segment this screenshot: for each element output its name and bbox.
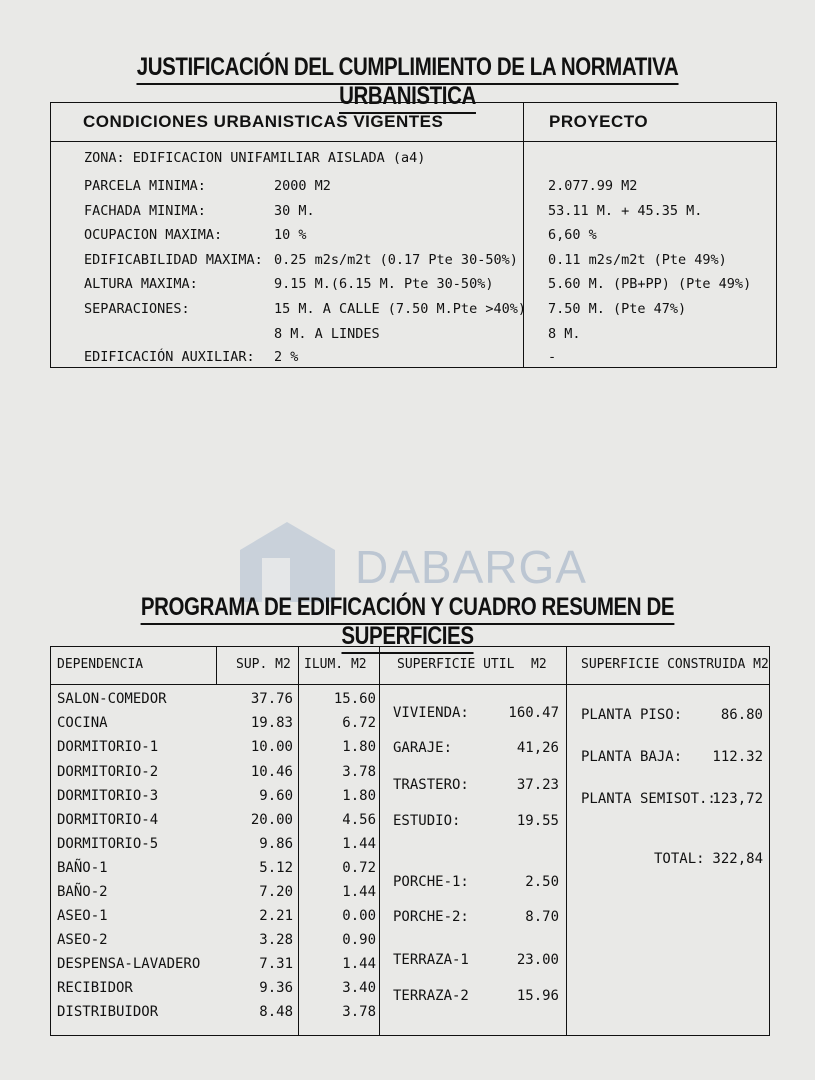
header-superficie-util: SUPERFICIE UTIL bbox=[397, 657, 515, 672]
room-sup: 9.60 bbox=[259, 788, 293, 804]
util-label: TRASTERO: bbox=[393, 777, 469, 793]
header-divider bbox=[51, 141, 776, 142]
room-sup: 3.28 bbox=[259, 932, 293, 948]
total-value: 322,84 bbox=[712, 851, 763, 867]
row-label: EDIFICABILIDAD MAXIMA: bbox=[84, 252, 263, 268]
util-value: 23.00 bbox=[516, 952, 559, 968]
room-name: DORMITORIO-1 bbox=[57, 739, 159, 755]
title-justificacion: JUSTIFICACIÓN DEL CUMPLIMIENTO DE LA NORMATIVA URBANISTICA bbox=[73, 53, 741, 111]
row-value: 0.25 m2s/m2t (0.17 Pte 30-50%) bbox=[274, 252, 518, 268]
room-sup: 9.36 bbox=[259, 980, 293, 996]
column-divider bbox=[216, 647, 217, 684]
normativa-table bbox=[50, 102, 777, 368]
util-value: 160.47 bbox=[508, 705, 559, 721]
row-value: 2000 M2 bbox=[274, 178, 331, 194]
room-ilum: 4.56 bbox=[342, 812, 376, 828]
header-proyecto: PROYECTO bbox=[549, 112, 649, 131]
util-value: 2.50 bbox=[525, 874, 559, 890]
room-name: DORMITORIO-5 bbox=[57, 836, 159, 852]
room-name: ASEO-2 bbox=[57, 932, 108, 948]
header-ilum: ILUM. M2 bbox=[304, 657, 367, 672]
row-value: 30 M. bbox=[274, 203, 315, 219]
util-label: PORCHE-2: bbox=[393, 909, 469, 925]
room-ilum: 6.72 bbox=[342, 715, 376, 731]
construida-label: PLANTA BAJA: bbox=[581, 749, 683, 765]
row-value: 2 % bbox=[274, 349, 299, 365]
room-name: DESPENSA-LAVADERO bbox=[57, 956, 201, 972]
room-sup: 2.21 bbox=[259, 908, 293, 924]
room-ilum: 15.60 bbox=[333, 691, 376, 707]
room-ilum: 3.78 bbox=[342, 764, 376, 780]
row-value: 10 % bbox=[274, 227, 307, 243]
room-sup: 9.86 bbox=[259, 836, 293, 852]
row-label: PARCELA MINIMA: bbox=[84, 178, 206, 194]
construida-label: PLANTA SEMISOT.: bbox=[581, 791, 716, 807]
construida-value: 86.80 bbox=[720, 707, 763, 723]
room-ilum: 3.40 bbox=[342, 980, 376, 996]
room-ilum: 3.78 bbox=[342, 1004, 376, 1020]
row-label: FACHADA MINIMA: bbox=[84, 203, 206, 219]
util-label: PORCHE-1: bbox=[393, 874, 469, 890]
room-sup: 7.20 bbox=[259, 884, 293, 900]
header-divider bbox=[51, 684, 769, 685]
header-superficie-construida: SUPERFICIE CONSTRUIDA M2 bbox=[581, 657, 769, 672]
util-value: 19.55 bbox=[516, 813, 559, 829]
header-condiciones: CONDICIONES URBANISTICAS VIGENTES bbox=[83, 112, 444, 131]
room-sup: 10.46 bbox=[250, 764, 293, 780]
util-label: GARAJE: bbox=[393, 740, 453, 756]
column-divider bbox=[566, 647, 567, 1035]
row-project: - bbox=[548, 349, 557, 365]
room-name: DORMITORIO-3 bbox=[57, 788, 159, 804]
util-value: 37.23 bbox=[516, 777, 559, 793]
row-label: EDIFICACIÓN AUXILIAR: bbox=[84, 349, 255, 365]
util-label: TERRAZA-1 bbox=[393, 952, 469, 968]
util-value: 41,26 bbox=[516, 740, 559, 756]
room-name: DORMITORIO-4 bbox=[57, 812, 159, 828]
row-value: 9.15 M.(6.15 M. Pte 30-50%) bbox=[274, 276, 494, 292]
header-dependencia: DEPENDENCIA bbox=[57, 657, 144, 672]
room-sup: 8.48 bbox=[259, 1004, 293, 1020]
room-ilum: 1.80 bbox=[342, 739, 376, 755]
room-name: COCINA bbox=[57, 715, 108, 731]
room-sup: 7.31 bbox=[259, 956, 293, 972]
room-ilum: 1.44 bbox=[342, 956, 376, 972]
row-project: 53.11 M. + 45.35 M. bbox=[548, 203, 703, 219]
row-project: 8 M. bbox=[548, 326, 581, 342]
row-label: OCUPACION MAXIMA: bbox=[84, 227, 223, 243]
watermark-logo: DABARGA bbox=[355, 541, 587, 593]
row-value: 15 M. A CALLE (7.50 M.Pte >40%) bbox=[274, 301, 526, 317]
util-value: 8.70 bbox=[525, 909, 559, 925]
room-name: SALON-COMEDOR bbox=[57, 691, 167, 707]
room-name: ASEO-1 bbox=[57, 908, 108, 924]
util-label: VIVIENDA: bbox=[393, 705, 469, 721]
room-name: BAÑO-1 bbox=[57, 860, 108, 876]
room-sup: 5.12 bbox=[259, 860, 293, 876]
header-sup: SUP. M2 bbox=[236, 657, 291, 672]
construida-value: 123,72 bbox=[712, 791, 763, 807]
util-label: ESTUDIO: bbox=[393, 813, 461, 829]
row-project: 6,60 % bbox=[548, 227, 597, 243]
zona-text: ZONA: EDIFICACION UNIFAMILIAR AISLADA (a4) bbox=[84, 150, 426, 166]
util-label: TERRAZA-2 bbox=[393, 988, 469, 1004]
room-sup: 20.00 bbox=[250, 812, 293, 828]
row-label: SEPARACIONES: bbox=[84, 301, 190, 317]
room-ilum: 1.44 bbox=[342, 836, 376, 852]
house-logo-icon bbox=[240, 522, 335, 602]
column-divider bbox=[379, 647, 380, 1035]
column-divider bbox=[298, 647, 299, 1035]
room-name: RECIBIDOR bbox=[57, 980, 133, 996]
room-ilum: 1.44 bbox=[342, 884, 376, 900]
room-ilum: 0.90 bbox=[342, 932, 376, 948]
row-project: 0.11 m2s/m2t (Pte 49%) bbox=[548, 252, 727, 268]
room-name: DISTRIBUIDOR bbox=[57, 1004, 159, 1020]
column-divider bbox=[523, 103, 524, 367]
room-name: DORMITORIO-2 bbox=[57, 764, 159, 780]
room-sup: 10.00 bbox=[250, 739, 293, 755]
room-ilum: 1.80 bbox=[342, 788, 376, 804]
total-label: TOTAL: bbox=[654, 851, 705, 867]
room-sup: 37.76 bbox=[250, 691, 293, 707]
room-ilum: 0.00 bbox=[342, 908, 376, 924]
util-value: 15.96 bbox=[516, 988, 559, 1004]
row-value: 8 M. A LINDES bbox=[274, 326, 380, 342]
superficies-table bbox=[50, 646, 770, 1036]
row-project: 7.50 M. (Pte 47%) bbox=[548, 301, 687, 317]
header-util-unit: M2 bbox=[531, 657, 547, 672]
title-programa: PROGRAMA DE EDIFICACIÓN Y CUADRO RESUMEN DE SUPERFICIES bbox=[73, 593, 741, 651]
row-label: ALTURA MAXIMA: bbox=[84, 276, 198, 292]
row-project: 2.077.99 M2 bbox=[548, 178, 638, 194]
row-project: 5.60 M. (PB+PP) (Pte 49%) bbox=[548, 276, 752, 292]
room-sup: 19.83 bbox=[250, 715, 293, 731]
construida-label: PLANTA PISO: bbox=[581, 707, 683, 723]
construida-value: 112.32 bbox=[712, 749, 763, 765]
room-ilum: 0.72 bbox=[342, 860, 376, 876]
room-name: BAÑO-2 bbox=[57, 884, 108, 900]
